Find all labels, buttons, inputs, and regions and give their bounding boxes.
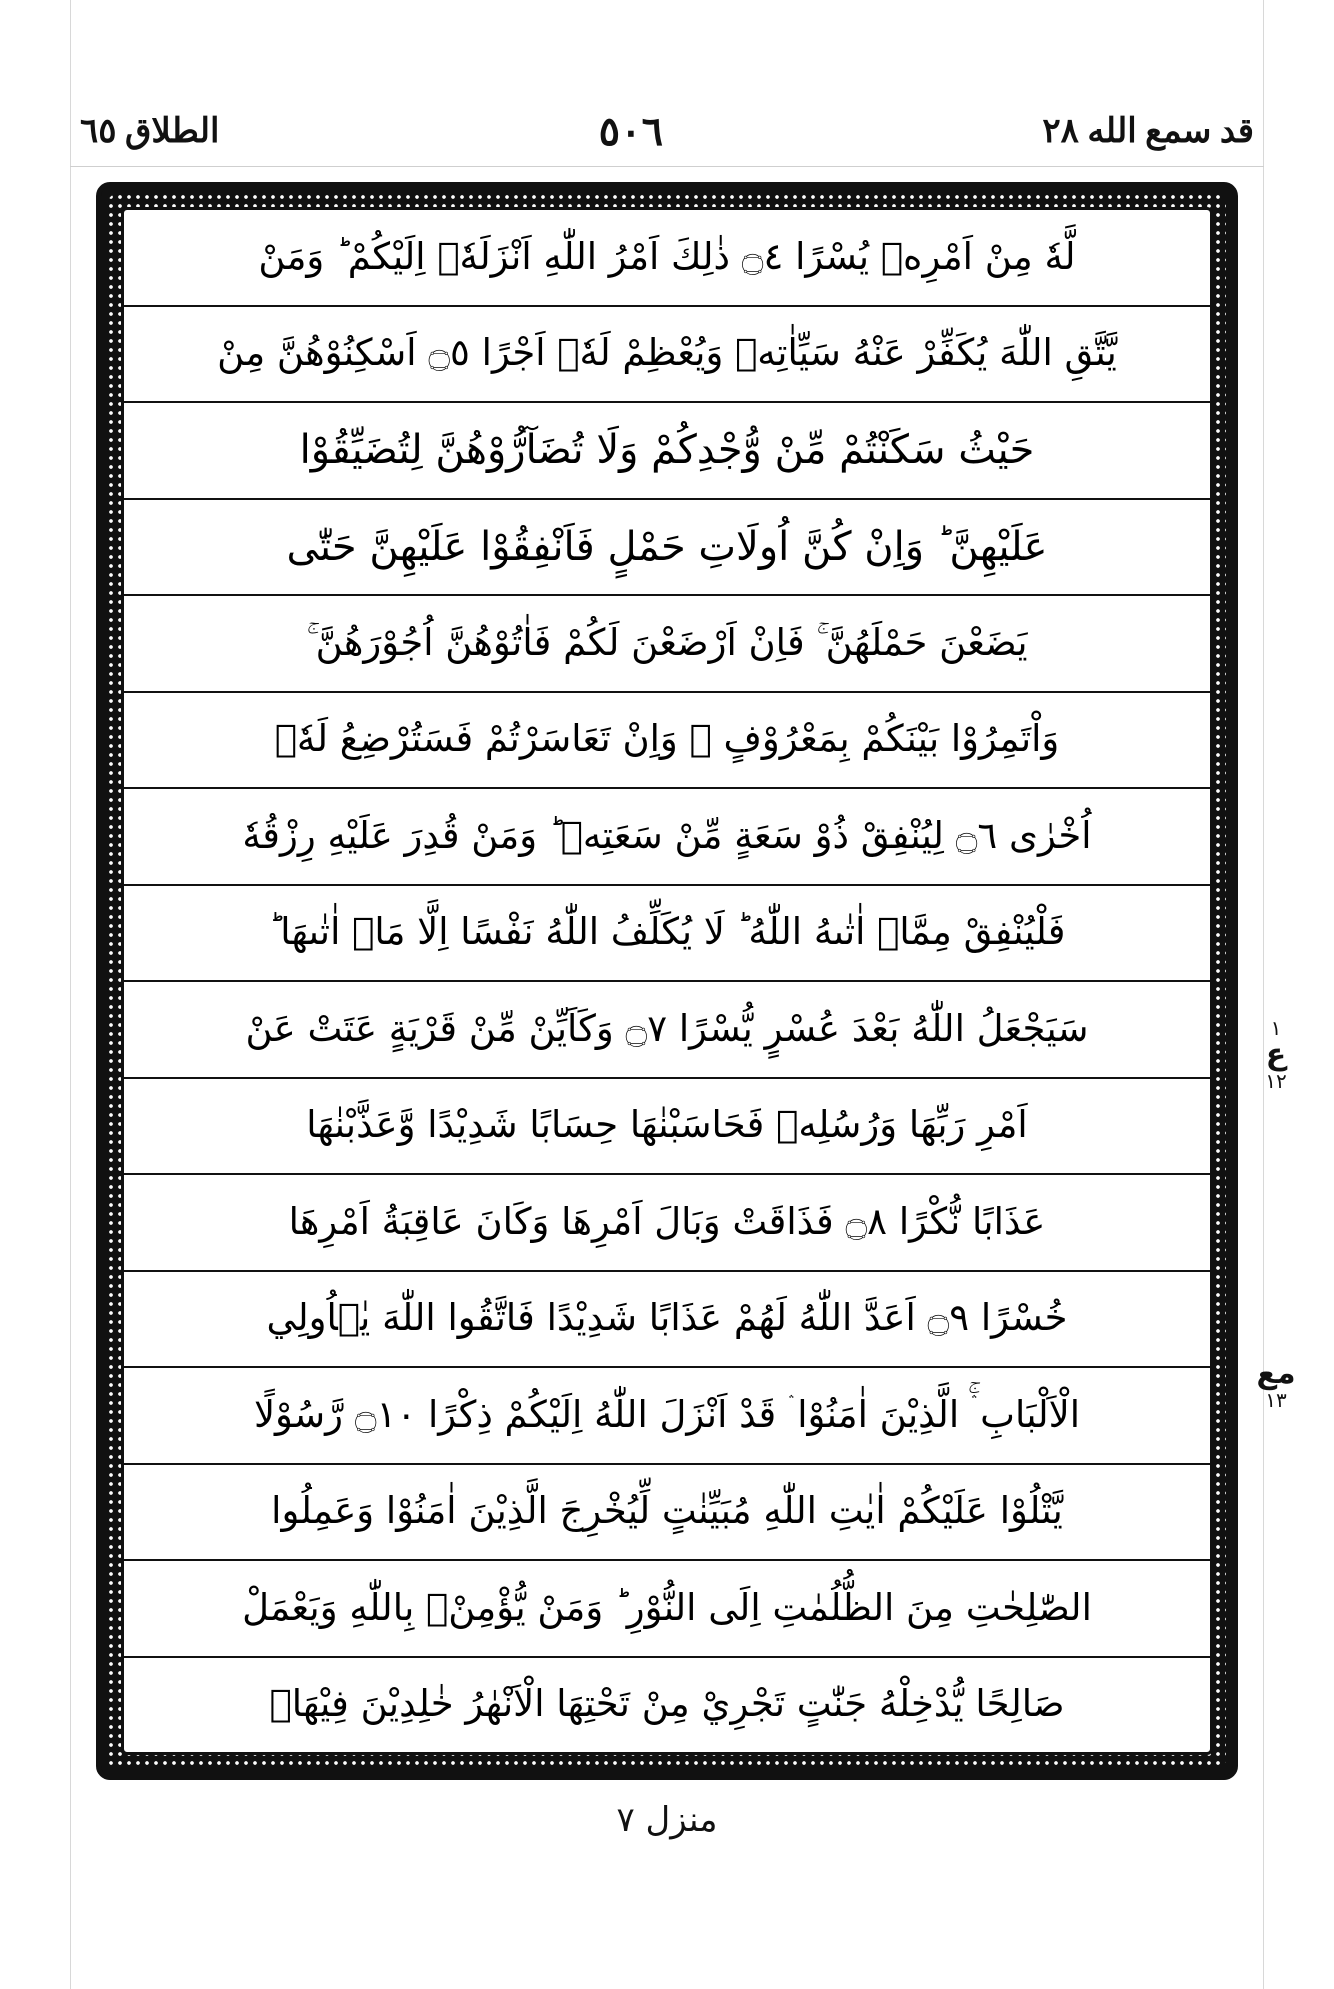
ruku-marker-symbol: ع xyxy=(1265,1037,1287,1072)
ayah-text: اَمْرِ رَبِّهَا وَرُسُلِهٖ فَحَاسَبْنٰهَا حِسَابًا شَدِيْدًا وَّعَذَّبْنٰهَا xyxy=(306,1103,1028,1147)
ayah-line xyxy=(124,1175,1210,1272)
maqra-marker-symbol: مع xyxy=(1256,1356,1296,1391)
page-footer xyxy=(0,1800,1334,1840)
ayah-text: لَّهٗ مِنْ اَمْرِهٖ يُسْرًا ۝٤ ذٰلِكَ اَمْرُ اللّٰهِ اَنْزَلَهٗۤ اِلَيْكُمْ ؕ وَمَنْ xyxy=(258,234,1076,278)
page-trim-left xyxy=(70,0,71,1989)
ayah-line xyxy=(124,1368,1210,1465)
ayah-line xyxy=(124,693,1210,790)
ayah-line xyxy=(124,1465,1210,1562)
ayah-text: يَضَعْنَ حَمْلَهُنَّ ۚ فَاِنْ اَرْضَعْنَ لَكُمْ فَاٰتُوْهُنَّ اُجُوْرَهُنَّ ۚ xyxy=(306,620,1028,664)
header-surah-label: الطلاق ٦٥ xyxy=(80,113,220,150)
ayah-text: وَاْتَمِرُوْا بَيْنَكُمْ بِمَعْرُوْفٍ ۚ وَاِنْ تَعَاسَرْتُمْ فَسَتُرْضِعُ لَهٗۤ xyxy=(274,717,1060,761)
ayah-line xyxy=(124,886,1210,983)
ayah-text: الْاَلْبَابِ ۛۚ الَّذِيْنَ اٰمَنُوْا ۛ قَدْ اَنْزَلَ اللّٰهُ اِلَيْكُمْ ذِكْرًا ۝١٠ رَّسُوْلًا xyxy=(253,1392,1081,1436)
ayah-text: سَيَجْعَلُ اللّٰهُ بَعْدَ عُسْرٍ يُّسْرًا ۝٧ وَكَاَيِّنْ مِّنْ قَرْيَةٍ عَتَتْ عَنْ xyxy=(245,1006,1089,1050)
ayah-text: عَلَيْهِنَّ ؕ وَاِنْ كُنَّ اُولَاتِ حَمْلٍ فَاَنْفِقُوْا عَلَيْهِنَّ حَتّٰى xyxy=(286,523,1048,570)
maqra-marker xyxy=(1248,1358,1304,1411)
ayah-text: فَلْيُنْفِقْ مِمَّاۤ اٰتٰىهُ اللّٰهُ ؕ لَا يُكَلِّفُ اللّٰهُ نَفْسًا اِلَّا مَاۤ اٰتٰىهَا ؕ xyxy=(268,910,1066,954)
ayah-line xyxy=(124,596,1210,693)
maqra-marker-bottom: ١٣ xyxy=(1265,1387,1287,1412)
ayah-line xyxy=(124,307,1210,404)
page-trim-right xyxy=(1263,0,1264,1989)
ayah-line xyxy=(124,1079,1210,1176)
ayah-line xyxy=(124,1658,1210,1753)
ayah-text: اُخْرٰى ۝٦ لِيُنْفِقْ ذُوْ سَعَةٍ مِّنْ سَعَتِهٖ ؕ وَمَنْ قُدِرَ عَلَيْهِ رِزْقُهٗ xyxy=(242,813,1092,857)
ruku-marker-top: ١ xyxy=(1270,1016,1282,1040)
ayah-text: يَّتْلُوْا عَلَيْكُمْ اٰيٰتِ اللّٰهِ مُبَيِّنٰتٍ لِّيُخْرِجَ الَّذِيْنَ اٰمَنُوْا وَعَمِلُوا xyxy=(271,1489,1063,1533)
ayah-line xyxy=(124,982,1210,1079)
ayah-line xyxy=(124,1272,1210,1369)
ayah-line xyxy=(124,1561,1210,1658)
text-frame xyxy=(96,182,1238,1780)
ayah-text: خُسْرًا ۝٩ اَعَدَّ اللّٰهُ لَهُمْ عَذَابًا شَدِيْدًا فَاتَّقُوا اللّٰهَ يٰۤاُولِي xyxy=(266,1296,1068,1340)
ayah-text: الصّٰلِحٰتِ مِنَ الظُّلُمٰتِ اِلَى النُّوْرِ ؕ وَمَنْ يُّؤْمِنْۢ بِاللّٰهِ وَيَعْمَلْ xyxy=(242,1585,1092,1629)
ayah-lines xyxy=(124,210,1210,1752)
text-frame-inner xyxy=(121,207,1213,1755)
header-juz-label: قد سمع الله ٢٨ xyxy=(1042,113,1254,150)
ayah-text: حَيْثُ سَكَنْتُمْ مِّنْ وُّجْدِكُمْ وَلَا تُضَآرُّوْهُنَّ لِتُضَيِّقُوْا xyxy=(299,427,1035,474)
page-number: ٥٠٦ xyxy=(598,109,664,154)
manzil-label: منزل ٧ xyxy=(616,1800,718,1840)
ayah-line xyxy=(124,403,1210,500)
ruku-marker-bottom: ١٢ xyxy=(1265,1068,1287,1093)
ayah-text: صَالِحًا يُّدْخِلْهُ جَنّٰتٍ تَجْرِيْ مِنْ تَحْتِهَا الْاَنْهٰرُ خٰلِدِيْنَ فِيْهَاۤ xyxy=(269,1682,1065,1726)
ayah-line xyxy=(124,500,1210,597)
ruku-marker xyxy=(1248,1018,1304,1092)
ayah-line xyxy=(124,789,1210,886)
ayah-text: عَذَابًا نُّكْرًا ۝٨ فَذَاقَتْ وَبَالَ اَمْرِهَا وَكَانَ عَاقِبَةُ اَمْرِهَا xyxy=(288,1199,1046,1243)
ayah-text: يَّتَّقِ اللّٰهَ يُكَفِّرْ عَنْهُ سَيِّاٰتِهٖ وَيُعْظِمْ لَهٗۤ اَجْرًا ۝٥ اَسْكِنُوْهُنَّ مِنْ xyxy=(217,331,1117,375)
ayah-line xyxy=(124,210,1210,307)
header-divider xyxy=(70,166,1264,167)
page-header xyxy=(80,100,1254,164)
